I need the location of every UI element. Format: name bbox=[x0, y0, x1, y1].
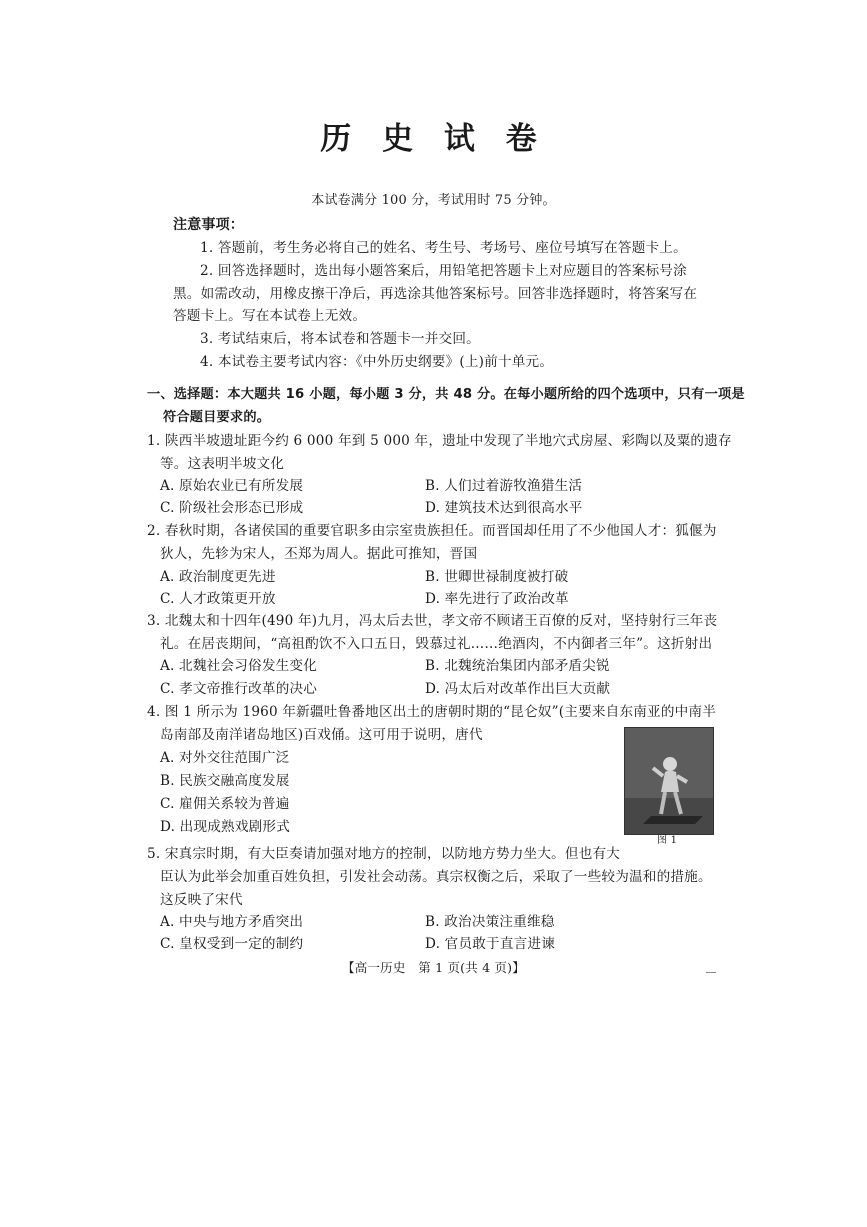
option-b: B. 北魏统治集团内部矛盾尖锐 bbox=[425, 658, 610, 674]
question-stem: 这反映了宋代 bbox=[160, 892, 243, 908]
question-stem: 岛南部及南洋诸岛地区)百戏俑。这可用于说明，唐代 bbox=[160, 727, 483, 743]
note-line: 3. 考试结束后，将本试卷和答题卡一并交回。 bbox=[200, 331, 480, 347]
question-stem: 2. 春秋时期，各诸侯国的重要官职多由宗室贵族担任。而晋国却任用了不少他国人才：狐偃为 bbox=[147, 523, 717, 539]
option-a: A. 政治制度更先进 bbox=[160, 569, 276, 585]
option-b: B. 民族交融高度发展 bbox=[160, 773, 290, 789]
question-stem: 4. 图 1 所示为 1960 年新疆吐鲁番地区出土的唐朝时期的“昆仑奴”(主要来自东南亚的中南半 bbox=[147, 704, 717, 720]
figure-caption: 图 1 bbox=[657, 835, 678, 846]
figure-1-photo bbox=[624, 727, 714, 835]
option-d: D. 冯太后对改革作出巨大贡献 bbox=[425, 681, 611, 697]
question-stem: 5. 宋真宗时期，有大臣奏请加强对地方的控制，以防地方势力坐大。但也有大 bbox=[147, 846, 621, 862]
option-d: D. 率先进行了政治改革 bbox=[425, 591, 569, 607]
option-b: B. 人们过着游牧渔猎生活 bbox=[425, 478, 583, 494]
option-a: A. 北魏社会习俗发生变化 bbox=[160, 658, 317, 674]
question-stem: 等。这表明半坡文化 bbox=[160, 456, 285, 472]
option-c: C. 雇佣关系较为普遍 bbox=[160, 796, 290, 812]
option-d: D. 建筑技术达到很高水平 bbox=[425, 500, 583, 516]
note-line: 1. 答题前，考生务必将自己的姓名、考生号、考场号、座位号填写在答题卡上。 bbox=[200, 240, 687, 256]
question-stem: 臣认为此举会加重百姓负担，引发社会动荡。真宗权衡之后，采取了一些较为温和的措施。 bbox=[160, 869, 712, 885]
option-c: C. 阶级社会形态已形成 bbox=[160, 500, 304, 516]
option-a: A. 原始农业已有所发展 bbox=[160, 478, 304, 494]
section-heading-cont: 符合题目要求的。 bbox=[163, 410, 271, 425]
option-b: B. 世卿世禄制度被打破 bbox=[425, 569, 569, 585]
option-c: C. 皇权受到一定的制约 bbox=[160, 936, 304, 952]
section-heading: 一、选择题：本大题共 16 小题，每小题 3 分，共 48 分。在每小题所给的四个选项中，只有一项是 bbox=[147, 387, 745, 402]
note-line: 4. 本试卷主要考试内容：《中外历史纲要》(上)前十单元。 bbox=[200, 354, 554, 370]
question-stem: 1. 陕西半坡遗址距今约 6 000 年到 5 000 年，遗址中发现了半地穴式房屋、彩陶以及粟的遗存 bbox=[147, 433, 732, 449]
scan-mark bbox=[706, 972, 716, 973]
page-footer: 【高一历史 第 1 页(共 4 页)】 bbox=[342, 960, 525, 975]
notes-heading: 注意事项： bbox=[173, 217, 244, 233]
note-line: 2. 回答选择题时，选出每小题答案后，用铅笔把答题卡上对应题目的答案标号涂 bbox=[200, 263, 687, 279]
option-d: D. 官员敢于直言进谏 bbox=[425, 936, 556, 952]
exam-info: 本试卷满分 100 分，考试用时 75 分钟。 bbox=[311, 193, 556, 208]
question-stem: 礼。在居丧期间，“高祖酌饮不入口五日，毁慕过礼……绝酒肉，不内御者三年”。这折射出 bbox=[160, 636, 713, 652]
option-c: C. 人才政策更开放 bbox=[160, 591, 276, 607]
option-b: B. 政治决策注重维稳 bbox=[425, 914, 555, 930]
note-line: 答题卡上。写在本试卷上无效。 bbox=[173, 308, 367, 324]
question-stem: 狄人，先轸为宋人，丕郑为周人。据此可推知，晋国 bbox=[160, 546, 478, 562]
page-title: 历 史 试 卷 bbox=[320, 121, 547, 157]
option-d: D. 出现成熟戏剧形式 bbox=[160, 819, 291, 835]
note-line: 黑。如需改动，用橡皮擦干净后，再选涂其他答案标号。回答非选择题时，将答案写在 bbox=[173, 286, 698, 302]
option-a: A. 对外交往范围广泛 bbox=[160, 750, 290, 766]
option-a: A. 中央与地方矛盾突出 bbox=[160, 914, 304, 930]
option-c: C. 孝文帝推行改革的决心 bbox=[160, 681, 318, 697]
kunlun-nu-figurine-image bbox=[625, 728, 713, 834]
question-stem: 3. 北魏太和十四年(490 年)九月，冯太后去世，孝文帝不顾诸王百僚的反对，坚持射行三年丧 bbox=[147, 613, 718, 629]
